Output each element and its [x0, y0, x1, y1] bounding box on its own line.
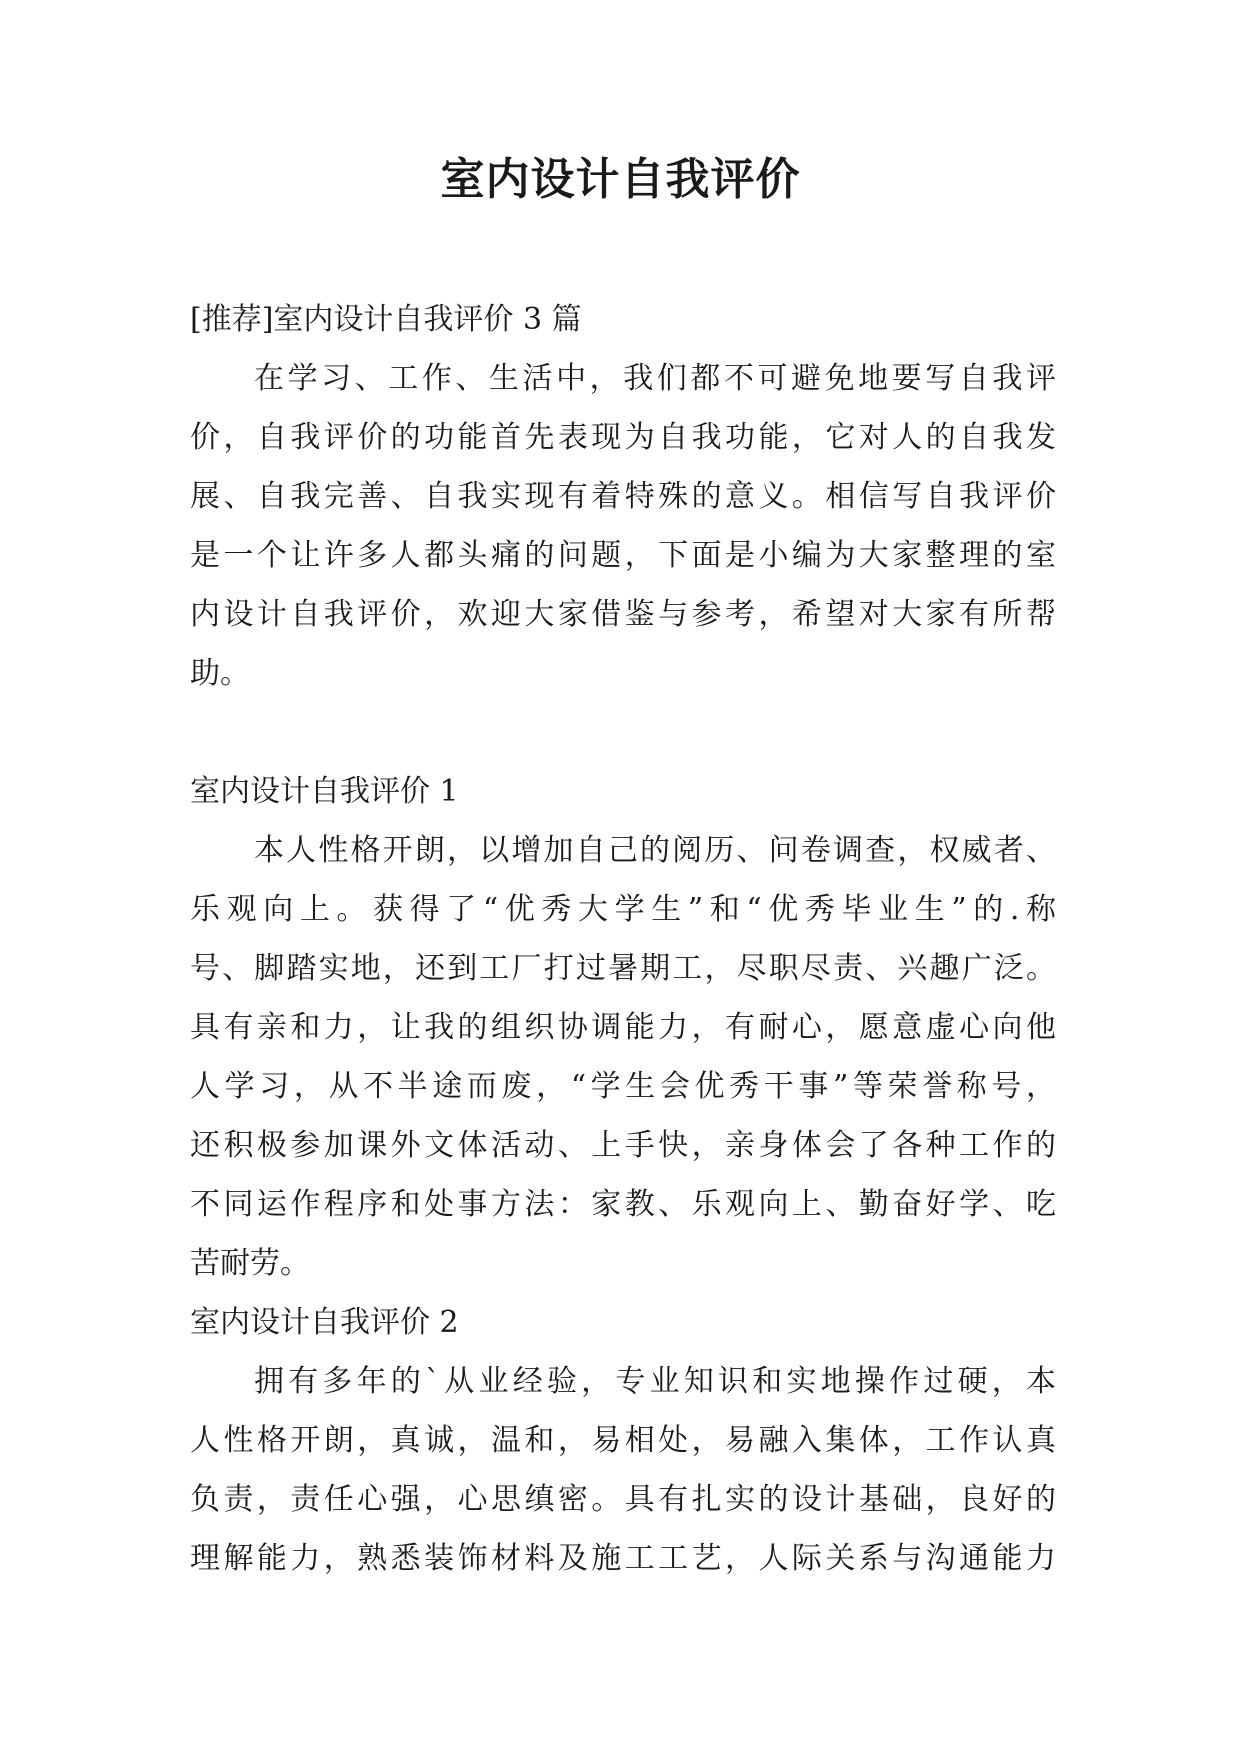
paragraph-line: 拥有多年的`从业经验，专业知识和实地操作过硬，本: [254, 1364, 1056, 1399]
paragraph-line: 内设计自我评价，欢迎大家借鉴与参考，希望对大家有所帮: [190, 597, 1056, 632]
paragraph-line: 苦耐劳。: [190, 1246, 310, 1281]
paragraph-line: 还积极参加课外文体活动、上手快，亲身体会了各种工作的: [190, 1128, 1056, 1163]
paragraph-line: 本人性格开朗，以增加自己的阅历、问卷调查，权威者、: [254, 833, 1056, 868]
paragraph-line: 助。: [190, 656, 250, 691]
section2-heading: 室内设计自我评价 2: [190, 1305, 459, 1340]
paragraph-line: 乐观向上。获得了“优秀大学生”和“优秀毕业生”的.称: [190, 892, 1056, 927]
paragraph-line: 负责，责任心强，心思缜密。具有扎实的设计基础，良好的: [190, 1482, 1056, 1517]
paragraph-line: 展、自我完善、自我实现有着特殊的意义。相信写自我评价: [190, 479, 1056, 514]
section1-heading: 室内设计自我评价 1: [190, 774, 459, 809]
document-body: [190, 290, 1056, 1588]
paragraph-line: 价，自我评价的功能首先表现为自我功能，它对人的自我发: [190, 420, 1056, 455]
section2-paragraph: [190, 1352, 1056, 1588]
spacer: [190, 703, 1056, 762]
paragraph-line: 是一个让许多人都头痛的问题，下面是小编为大家整理的室: [190, 538, 1056, 573]
paragraph-line: 具有亲和力，让我的组织协调能力，有耐心，愿意虚心向他: [190, 1010, 1056, 1045]
paragraph-line: 人性格开朗，真诚，温和，易相处，易融入集体，工作认真: [190, 1423, 1056, 1458]
paragraph-line: 人学习，从不半途而废，“学生会优秀干事”等荣誉称号，: [190, 1069, 1056, 1104]
intro-heading: [推荐]室内设计自我评价 3 篇: [190, 302, 582, 337]
document-title: 室内设计自我评价: [440, 154, 801, 205]
paragraph-line: 不同运作程序和处事方法：家教、乐观向上、勤奋好学、吃: [190, 1187, 1056, 1222]
section1-paragraph: [190, 821, 1056, 1293]
paragraph-line: 号、脚踏实地，还到工厂打过暑期工，尽职尽责、兴趣广泛。: [190, 951, 1056, 986]
paragraph-line: 在学习、工作、生活中，我们都不可避免地要写自我评: [254, 361, 1056, 396]
intro-paragraph: [190, 349, 1056, 703]
paragraph-line: 理解能力，熟悉装饰材料及施工工艺，人际关系与沟通能力: [190, 1541, 1056, 1576]
